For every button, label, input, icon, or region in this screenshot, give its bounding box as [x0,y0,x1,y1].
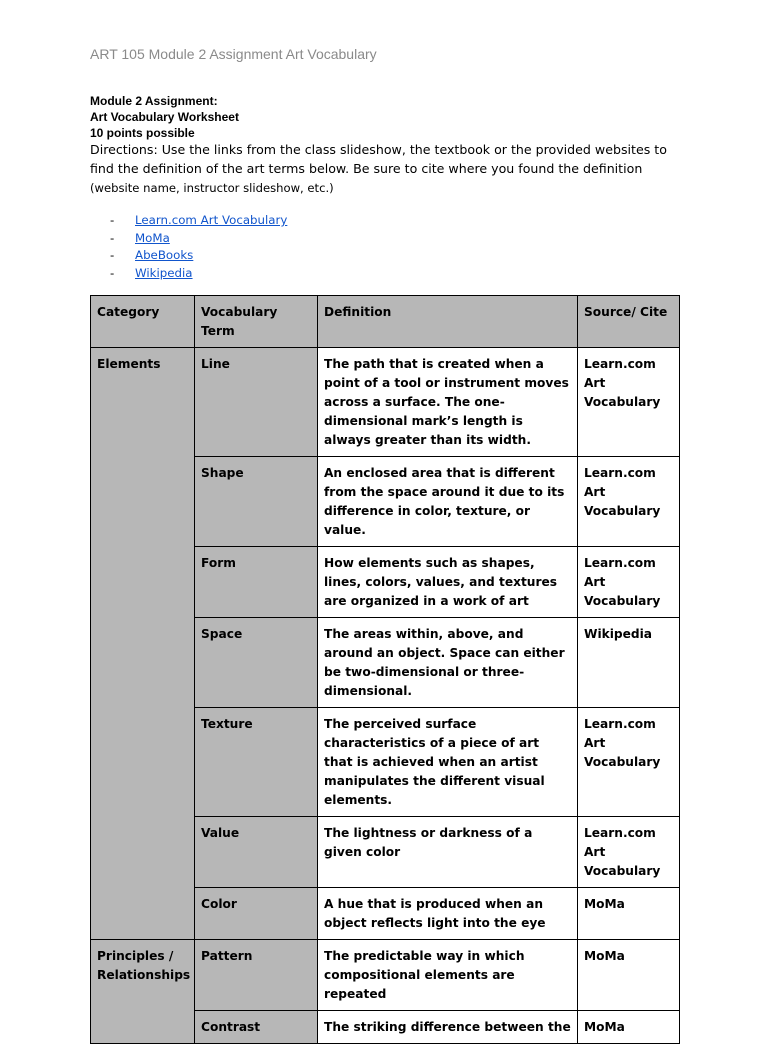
definition-cell: The perceived surface characteristics of a piece of art that is achieved when an artist manipulates the different visual elements. [318,708,578,817]
link-wikipedia[interactable]: Wikipedia [135,265,193,280]
definition-cell: The lightness or darkness of a given color [318,817,578,888]
list-dash: - [110,265,115,280]
link-item [110,212,287,230]
directions-main: Directions: Use the links from the class slideshow, the textbook or the provided websites to find the definition of the art terms below. Be sure to cite where you found the definition [90,142,667,176]
term-cell: Color [195,888,318,940]
directions-text [90,140,690,198]
term-cell: Space [195,618,318,708]
list-dash: - [110,248,115,263]
definition-cell: The predictable way in which compositional elements are repeated [318,940,578,1011]
source-cell: Learn.com Art Vocabulary [578,547,680,618]
source-cell: Learn.com Art Vocabulary [578,457,680,547]
source-cell: Learn.com Art Vocabulary [578,348,680,457]
link-item [110,265,287,283]
header-definition: Definition [318,296,578,348]
assignment-heading [90,93,239,141]
table-row [91,940,680,1011]
link-abebooks[interactable]: AbeBooks [135,248,194,263]
heading-points: 10 points possible [90,126,195,140]
list-dash: - [110,230,115,245]
term-cell: Pattern [195,940,318,1011]
table-row [91,348,680,457]
term-cell: Value [195,817,318,888]
source-cell: MoMa [578,888,680,940]
source-cell: MoMa [578,940,680,1011]
category-principles-line1: Principles / [97,949,174,963]
link-moma[interactable]: MoMa [135,230,170,245]
link-learn-com[interactable]: Learn.com Art Vocabulary [135,213,288,227]
source-cell: MoMa [578,1011,680,1044]
link-item [110,230,287,248]
link-item [110,247,287,265]
definition-cell: The areas within, above, and around an object. Space can either be two-dimensional or three-dimensional. [318,618,578,708]
term-cell: Line [195,348,318,457]
heading-title: Module 2 Assignment: [90,94,218,108]
category-principles [91,940,195,1044]
vocabulary-table [90,295,680,1044]
category-principles-line2: Relationships [97,968,191,982]
header-category: Category [91,296,195,348]
page-header: ART 105 Module 2 Assignment Art Vocabulary [90,46,377,62]
definition-cell: The striking difference between the [318,1011,578,1044]
list-dash: - [110,213,115,227]
term-cell: Shape [195,457,318,547]
category-elements: Elements [91,348,195,940]
table-header-row [91,296,680,348]
source-cell: Learn.com Art Vocabulary [578,817,680,888]
header-term: Vocabulary Term [195,296,318,348]
directions-note: (website name, instructor slideshow, etc.) [90,181,334,195]
definition-cell: A hue that is produced when an object reflects light into the eye [318,888,578,940]
term-cell: Form [195,547,318,618]
source-cell: Learn.com Art Vocabulary [578,708,680,817]
definition-cell: The path that is created when a point of a tool or instrument moves across a surface. The one-dimensional mark’s length is always greater than its width. [318,348,578,457]
definition-cell: How elements such as shapes, lines, colors, values, and textures are organized in a work of art [318,547,578,618]
definition-cell: An enclosed area that is different from the space around it due to its difference in color, texture, or value. [318,457,578,547]
heading-subtitle: Art Vocabulary Worksheet [90,110,239,124]
header-source: Source/ Cite [578,296,680,348]
term-cell: Texture [195,708,318,817]
resource-links [110,212,287,282]
term-cell: Contrast [195,1011,318,1044]
source-cell: Wikipedia [578,618,680,708]
